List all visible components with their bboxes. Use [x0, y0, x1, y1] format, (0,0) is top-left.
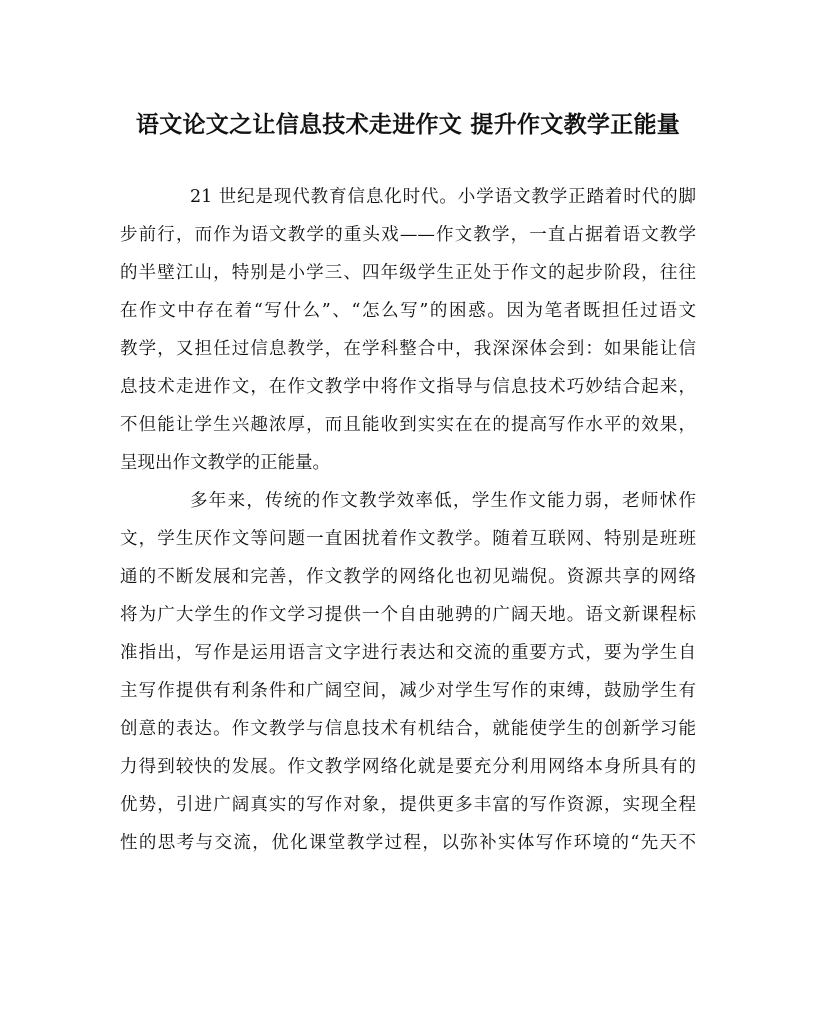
- text-line: 呈现出作文教学的正能量。: [120, 453, 330, 473]
- text-line: 主写作提供有利条件和广阔空间，减少对学生写作的束缚，鼓励学生有: [120, 681, 696, 701]
- text-line: 准指出，写作是运用语言文字进行表达和交流的重要方式，要为学生自: [120, 643, 696, 663]
- text-line: 多年来，传统的作文教学效率低，学生作文能力弱，老师怵作: [190, 491, 696, 511]
- text-line: 息技术走进作文，在作文教学中将作文指导与信息技术巧妙结合起来，: [120, 377, 696, 397]
- text-line: 创意的表达。作文教学与信息技术有机结合，就能使学生的创新学习能: [120, 719, 696, 739]
- document-title: 语文论文之让信息技术走进作文 提升作文教学正能量: [135, 111, 681, 138]
- text-line: 21 世纪是现代教育信息化时代。小学语文教学正踏着时代的脚: [190, 187, 696, 207]
- text-line: 步前行，而作为语文教学的重头戏——作文教学，一直占据着语文教学: [120, 225, 696, 245]
- document-body: [120, 178, 696, 862]
- text-line: 不但能让学生兴趣浓厚，而且能收到实实在在的提高写作水平的效果，: [120, 415, 696, 435]
- text-line: 文，学生厌作文等问题一直困扰着作文教学。随着互联网、特别是班班: [120, 529, 696, 549]
- text-line: 在作文中存在着“写什么”、“怎么写”的困惑。因为笔者既担任过语文: [120, 301, 696, 321]
- paragraph-2: [120, 482, 696, 862]
- text-line: 力得到较快的发展。作文教学网络化就是要充分利用网络本身所具有的: [120, 757, 696, 777]
- text-line: 性的思考与交流，优化课堂教学过程，以弥补实体写作环境的“先天不: [120, 833, 696, 853]
- text-line: 的半壁江山，特别是小学三、四年级学生正处于作文的起步阶段，往往: [120, 263, 696, 283]
- text-line: 优势，引进广阔真实的写作对象，提供更多丰富的写作资源，实现全程: [120, 795, 696, 815]
- text-line: 通的不断发展和完善，作文教学的网络化也初见端倪。资源共享的网络: [120, 567, 696, 587]
- text-line: 教学，又担任过信息教学，在学科整合中，我深深体会到：如果能让信: [120, 339, 696, 359]
- text-line: 将为广大学生的作文学习提供一个自由驰骋的广阔天地。语文新课程标: [120, 605, 696, 625]
- paragraph-1: [120, 178, 696, 482]
